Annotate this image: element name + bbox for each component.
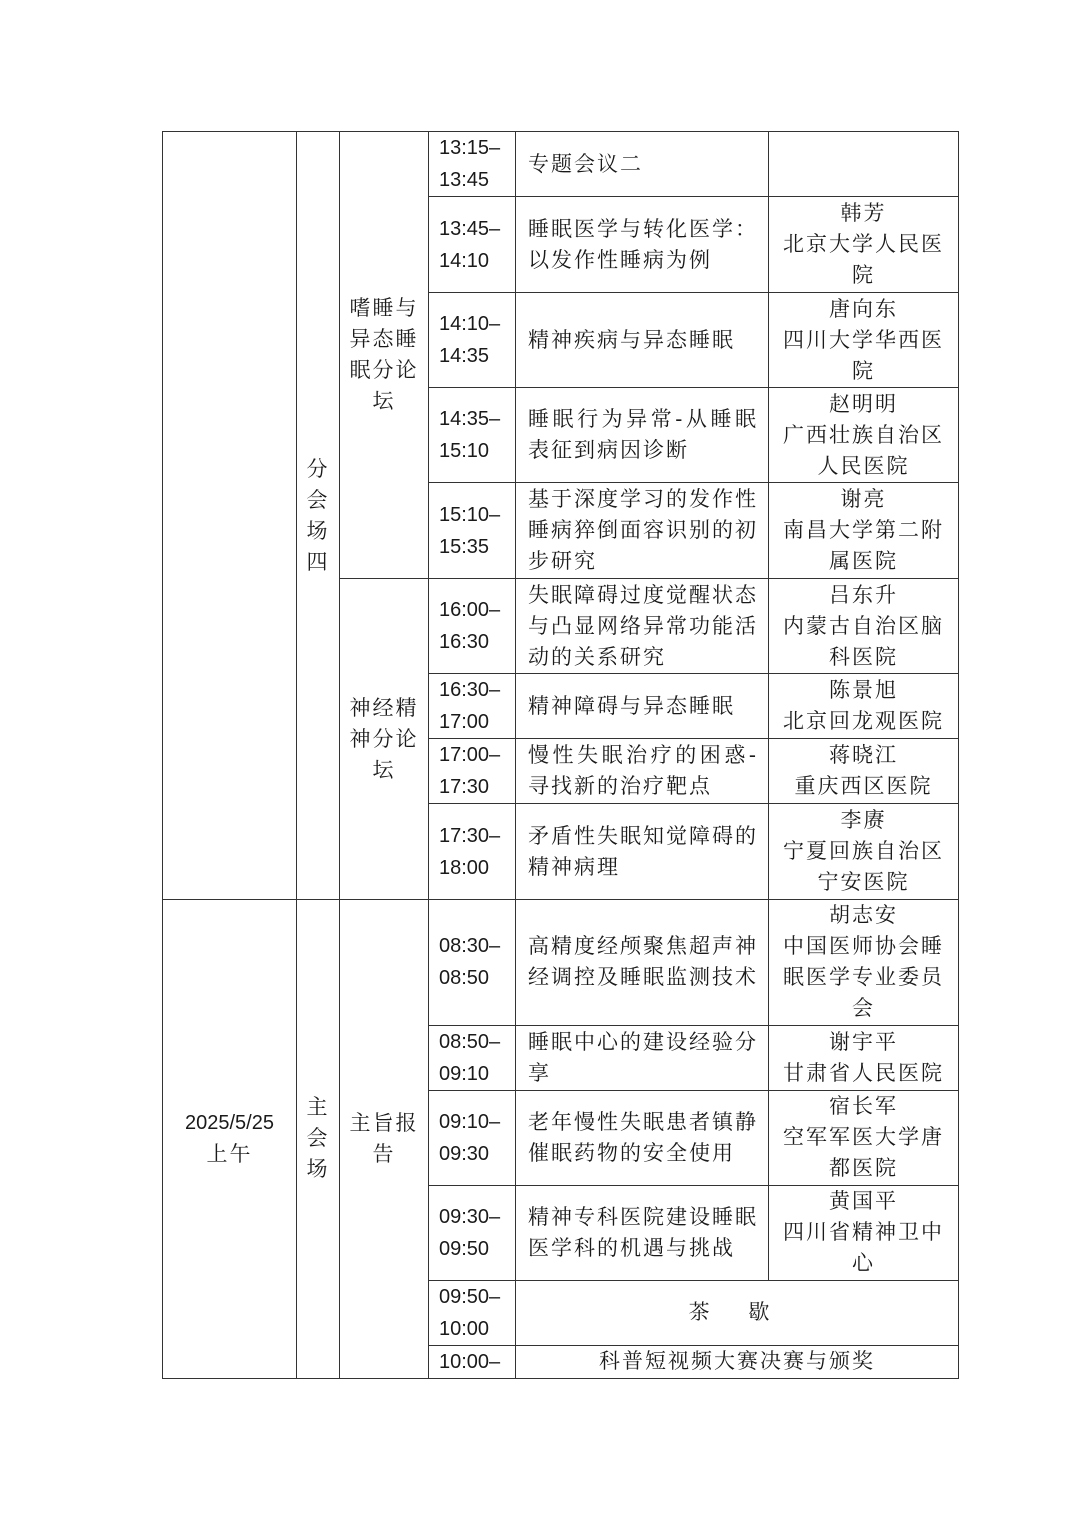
speaker-affiliation: 内蒙古自治区脑科医院: [783, 613, 944, 669]
topic-cell: 精神疾病与异态睡眠: [516, 293, 769, 388]
time-cell: [429, 1090, 516, 1185]
time-end: 10:00: [439, 1317, 490, 1340]
speaker-affiliation: 四川大学华西医院: [783, 327, 944, 383]
speaker-name: 韩芳: [840, 201, 887, 225]
time-cell: [429, 804, 516, 900]
time-end: 14:35: [439, 345, 490, 367]
time-cell: [429, 388, 516, 483]
time-cell: [429, 483, 516, 579]
time-start: 14:10–: [439, 313, 501, 335]
time-start: 17:00–: [439, 744, 501, 766]
time-start: 17:30–: [439, 824, 501, 847]
time-end: 09:30: [439, 1142, 490, 1165]
speaker-affiliation: 甘肃省人民医院: [783, 1060, 944, 1085]
forum-name-cell: 神经精神分论坛: [340, 579, 429, 900]
date-cell: [163, 899, 297, 1378]
speaker-cell: [769, 388, 959, 483]
speaker-name: 蒋晓江: [829, 743, 898, 767]
time-end: 08:50: [439, 967, 490, 989]
time-start: 09:30–: [439, 1205, 501, 1228]
time-cell: [429, 1345, 516, 1378]
time-start: 13:15–: [439, 137, 501, 159]
topic-cell: 高精度经颅聚焦超声神经调控及睡眠监测技术: [516, 899, 769, 1025]
speaker-affiliation: 南昌大学第二附属医院: [783, 518, 944, 573]
topic-cell: 专题会议二: [516, 132, 769, 197]
topic-cell: 精神专科医院建设睡眠医学科的机遇与挑战: [516, 1185, 769, 1280]
time-start: 16:00–: [439, 599, 501, 621]
schedule-table-day2: [162, 899, 959, 1379]
time-end: 09:50: [439, 1237, 490, 1260]
time-end: 15:10: [439, 440, 490, 462]
forum-name-cell: 主旨报告: [340, 899, 429, 1378]
time-cell: [429, 1185, 516, 1280]
time-start: 14:35–: [439, 408, 501, 430]
topic-cell: 精神障碍与异态睡眠: [516, 674, 769, 739]
date-period: 上午: [206, 1143, 253, 1166]
time-start: 09:10–: [439, 1110, 501, 1133]
speaker-cell: [769, 483, 959, 579]
speaker-cell: [769, 1025, 959, 1090]
speaker-name: 吕东升: [829, 582, 898, 607]
date-cell-empty: [163, 132, 297, 900]
time-cell: [429, 1280, 516, 1345]
speaker-name: 唐向东: [829, 296, 898, 321]
speaker-name: 陈景旭: [829, 678, 898, 702]
time-cell: [429, 579, 516, 674]
speaker-name: 宿长军: [829, 1094, 898, 1118]
speaker-cell: [769, 197, 959, 293]
time-cell: [429, 899, 516, 1025]
time-start: 16:30–: [439, 679, 501, 701]
speaker-name: 胡志安: [829, 903, 898, 927]
time-end: 16:30: [439, 631, 490, 653]
speaker-cell: [769, 739, 959, 804]
time-start: 08:50–: [439, 1030, 501, 1053]
speaker-affiliation: 北京回龙观医院: [783, 709, 944, 733]
time-start: 13:45–: [439, 217, 501, 240]
time-end: 09:10: [439, 1062, 490, 1085]
date-value: 2025/5/25: [185, 1112, 274, 1134]
speaker-affiliation: 宁夏回族自治区宁安医院: [783, 839, 944, 894]
time-start: 09:50–: [439, 1285, 501, 1308]
table-row: [163, 132, 959, 197]
speaker-cell: [769, 899, 959, 1025]
speaker-cell: [769, 804, 959, 900]
topic-cell: 基于深度学习的发作性睡病猝倒面容识别的初步研究: [516, 483, 769, 579]
time-start: 10:00–: [439, 1350, 501, 1373]
table-row: [163, 899, 959, 1025]
time-cell: [429, 197, 516, 293]
topic-cell: 矛盾性失眠知觉障碍的精神病理: [516, 804, 769, 900]
topic-cell: 失眠障碍过度觉醒状态与凸显网络异常功能活动的关系研究: [516, 579, 769, 674]
time-end: 14:10: [439, 249, 490, 272]
time-start: 08:30–: [439, 935, 501, 957]
speaker-name: 黄国平: [829, 1189, 898, 1213]
time-cell: [429, 132, 516, 197]
speaker-cell: [769, 132, 959, 197]
speaker-name: 谢亮: [840, 487, 887, 511]
speaker-cell: [769, 579, 959, 674]
topic-cell: 睡眠行为异常-从睡眠表征到病因诊断: [516, 388, 769, 483]
speaker-name: 谢宇平: [829, 1029, 898, 1054]
time-end: 18:00: [439, 856, 490, 879]
topic-cell: 慢性失眠治疗的困惑-寻找新的治疗靶点: [516, 739, 769, 804]
speaker-affiliation: 广西壮族自治区人民医院: [783, 422, 944, 478]
speaker-affiliation: 北京大学人民医院: [783, 232, 944, 287]
schedule-sheet: [162, 131, 959, 1379]
time-cell: [429, 1025, 516, 1090]
final-event-cell: 科普短视频大赛决赛与颁奖: [516, 1345, 959, 1378]
schedule-table: [162, 131, 959, 900]
time-end: 15:35: [439, 535, 490, 558]
time-start: 15:10–: [439, 503, 501, 526]
topic-cell: 睡眠医学与转化医学：以发作性睡病为例: [516, 197, 769, 293]
speaker-affiliation: 四川省精神卫中心: [783, 1220, 944, 1275]
time-cell: [429, 739, 516, 804]
speaker-cell: [769, 674, 959, 739]
venue-cell: 分会场四: [297, 132, 340, 900]
tea-break-cell: 茶 歇: [516, 1280, 959, 1345]
speaker-affiliation: 空军军医大学唐都医院: [783, 1125, 944, 1180]
time-cell: [429, 293, 516, 388]
speaker-affiliation: 重庆西区医院: [794, 774, 933, 798]
speaker-cell: [769, 293, 959, 388]
forum-name-cell: 嗜睡与异态睡眠分论坛: [340, 132, 429, 579]
time-end: 17:00: [439, 711, 490, 733]
time-end: 13:45: [439, 169, 490, 191]
venue-cell: 主会场: [297, 899, 340, 1378]
time-end: 17:30: [439, 776, 490, 798]
topic-cell: 睡眠中心的建设经验分享: [516, 1025, 769, 1090]
speaker-affiliation: 中国医师协会睡眠医学专业委员会: [783, 934, 944, 1020]
speaker-cell: [769, 1185, 959, 1280]
speaker-name: 李赓: [840, 808, 887, 832]
speaker-cell: [769, 1090, 959, 1185]
topic-cell: 老年慢性失眠患者镇静催眠药物的安全使用: [516, 1090, 769, 1185]
time-cell: [429, 674, 516, 739]
speaker-name: 赵明明: [829, 391, 898, 416]
